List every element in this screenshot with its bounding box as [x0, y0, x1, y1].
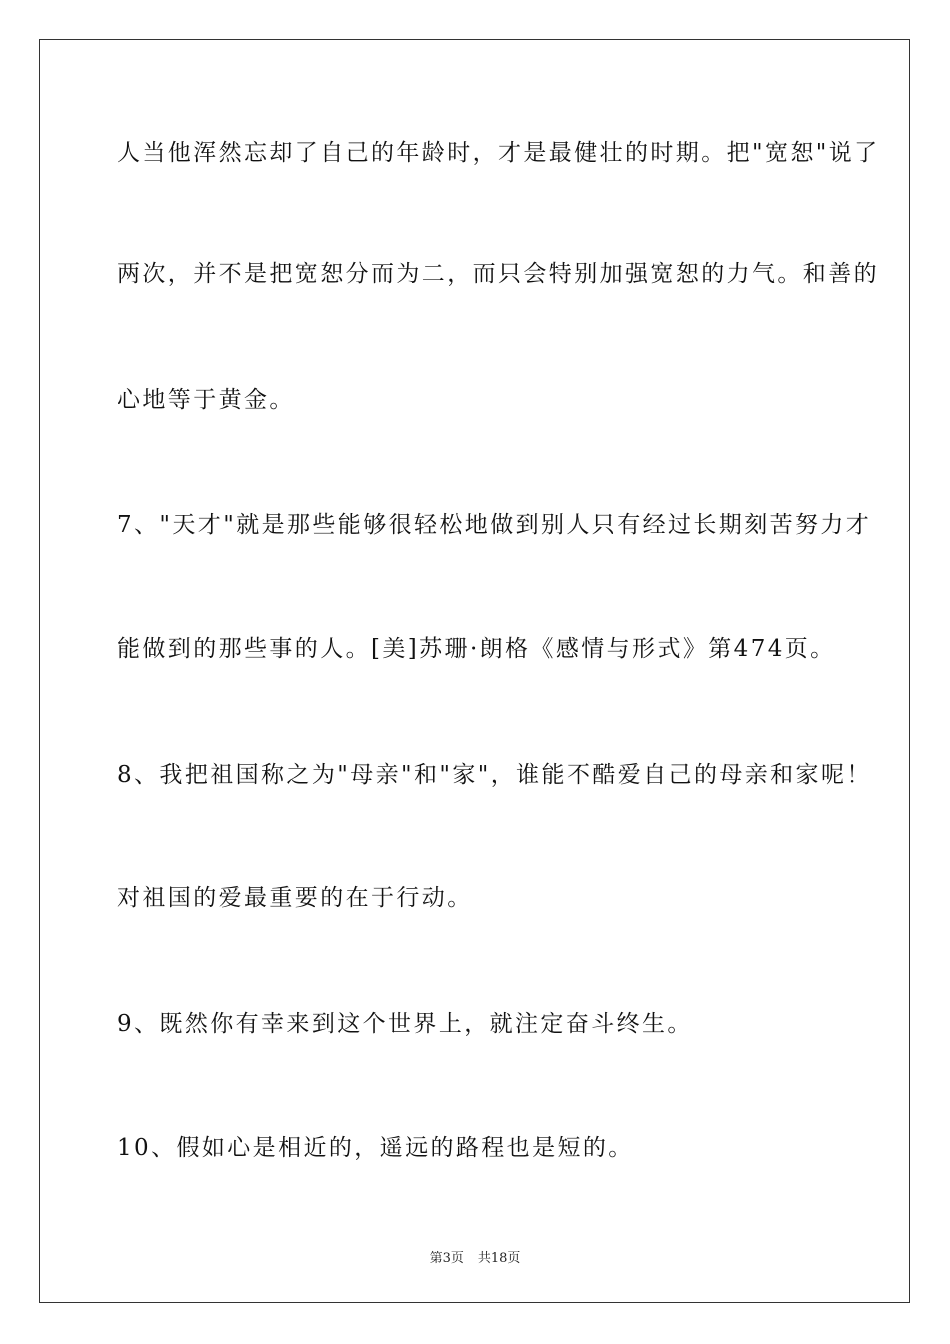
text-line: 人当他浑然忘却了自己的年龄时，才是最健壮的时期。把"宽恕"说了 [117, 140, 880, 166]
page-border [39, 39, 910, 1303]
text-line: 9、既然你有幸来到这个世界上，就注定奋斗终生。 [117, 1011, 693, 1037]
text-line: 对祖国的爱最重要的在于行动。 [117, 885, 473, 911]
page-total: 共18页 [477, 1251, 521, 1266]
text-line: 7、"天才"就是那些能够很轻松地做到别人只有经过长期刻苦努力才 [117, 512, 872, 538]
page-number: 第3页 [429, 1251, 464, 1266]
text-line: 8、我把祖国称之为"母亲"和"家"，谁能不酷爱自己的母亲和家呢！ [117, 762, 872, 788]
page-footer [0, 1247, 950, 1266]
text-line: 10、假如心是相近的，遥远的路程也是短的。 [117, 1135, 634, 1161]
text-line: 两次，并不是把宽恕分而为二，而只会特别加强宽恕的力气。和善的 [117, 261, 879, 287]
text-line: 心地等于黄金。 [117, 387, 295, 413]
text-line: 能做到的那些事的人。[美]苏珊·朗格《感情与形式》第474页。 [117, 636, 836, 662]
